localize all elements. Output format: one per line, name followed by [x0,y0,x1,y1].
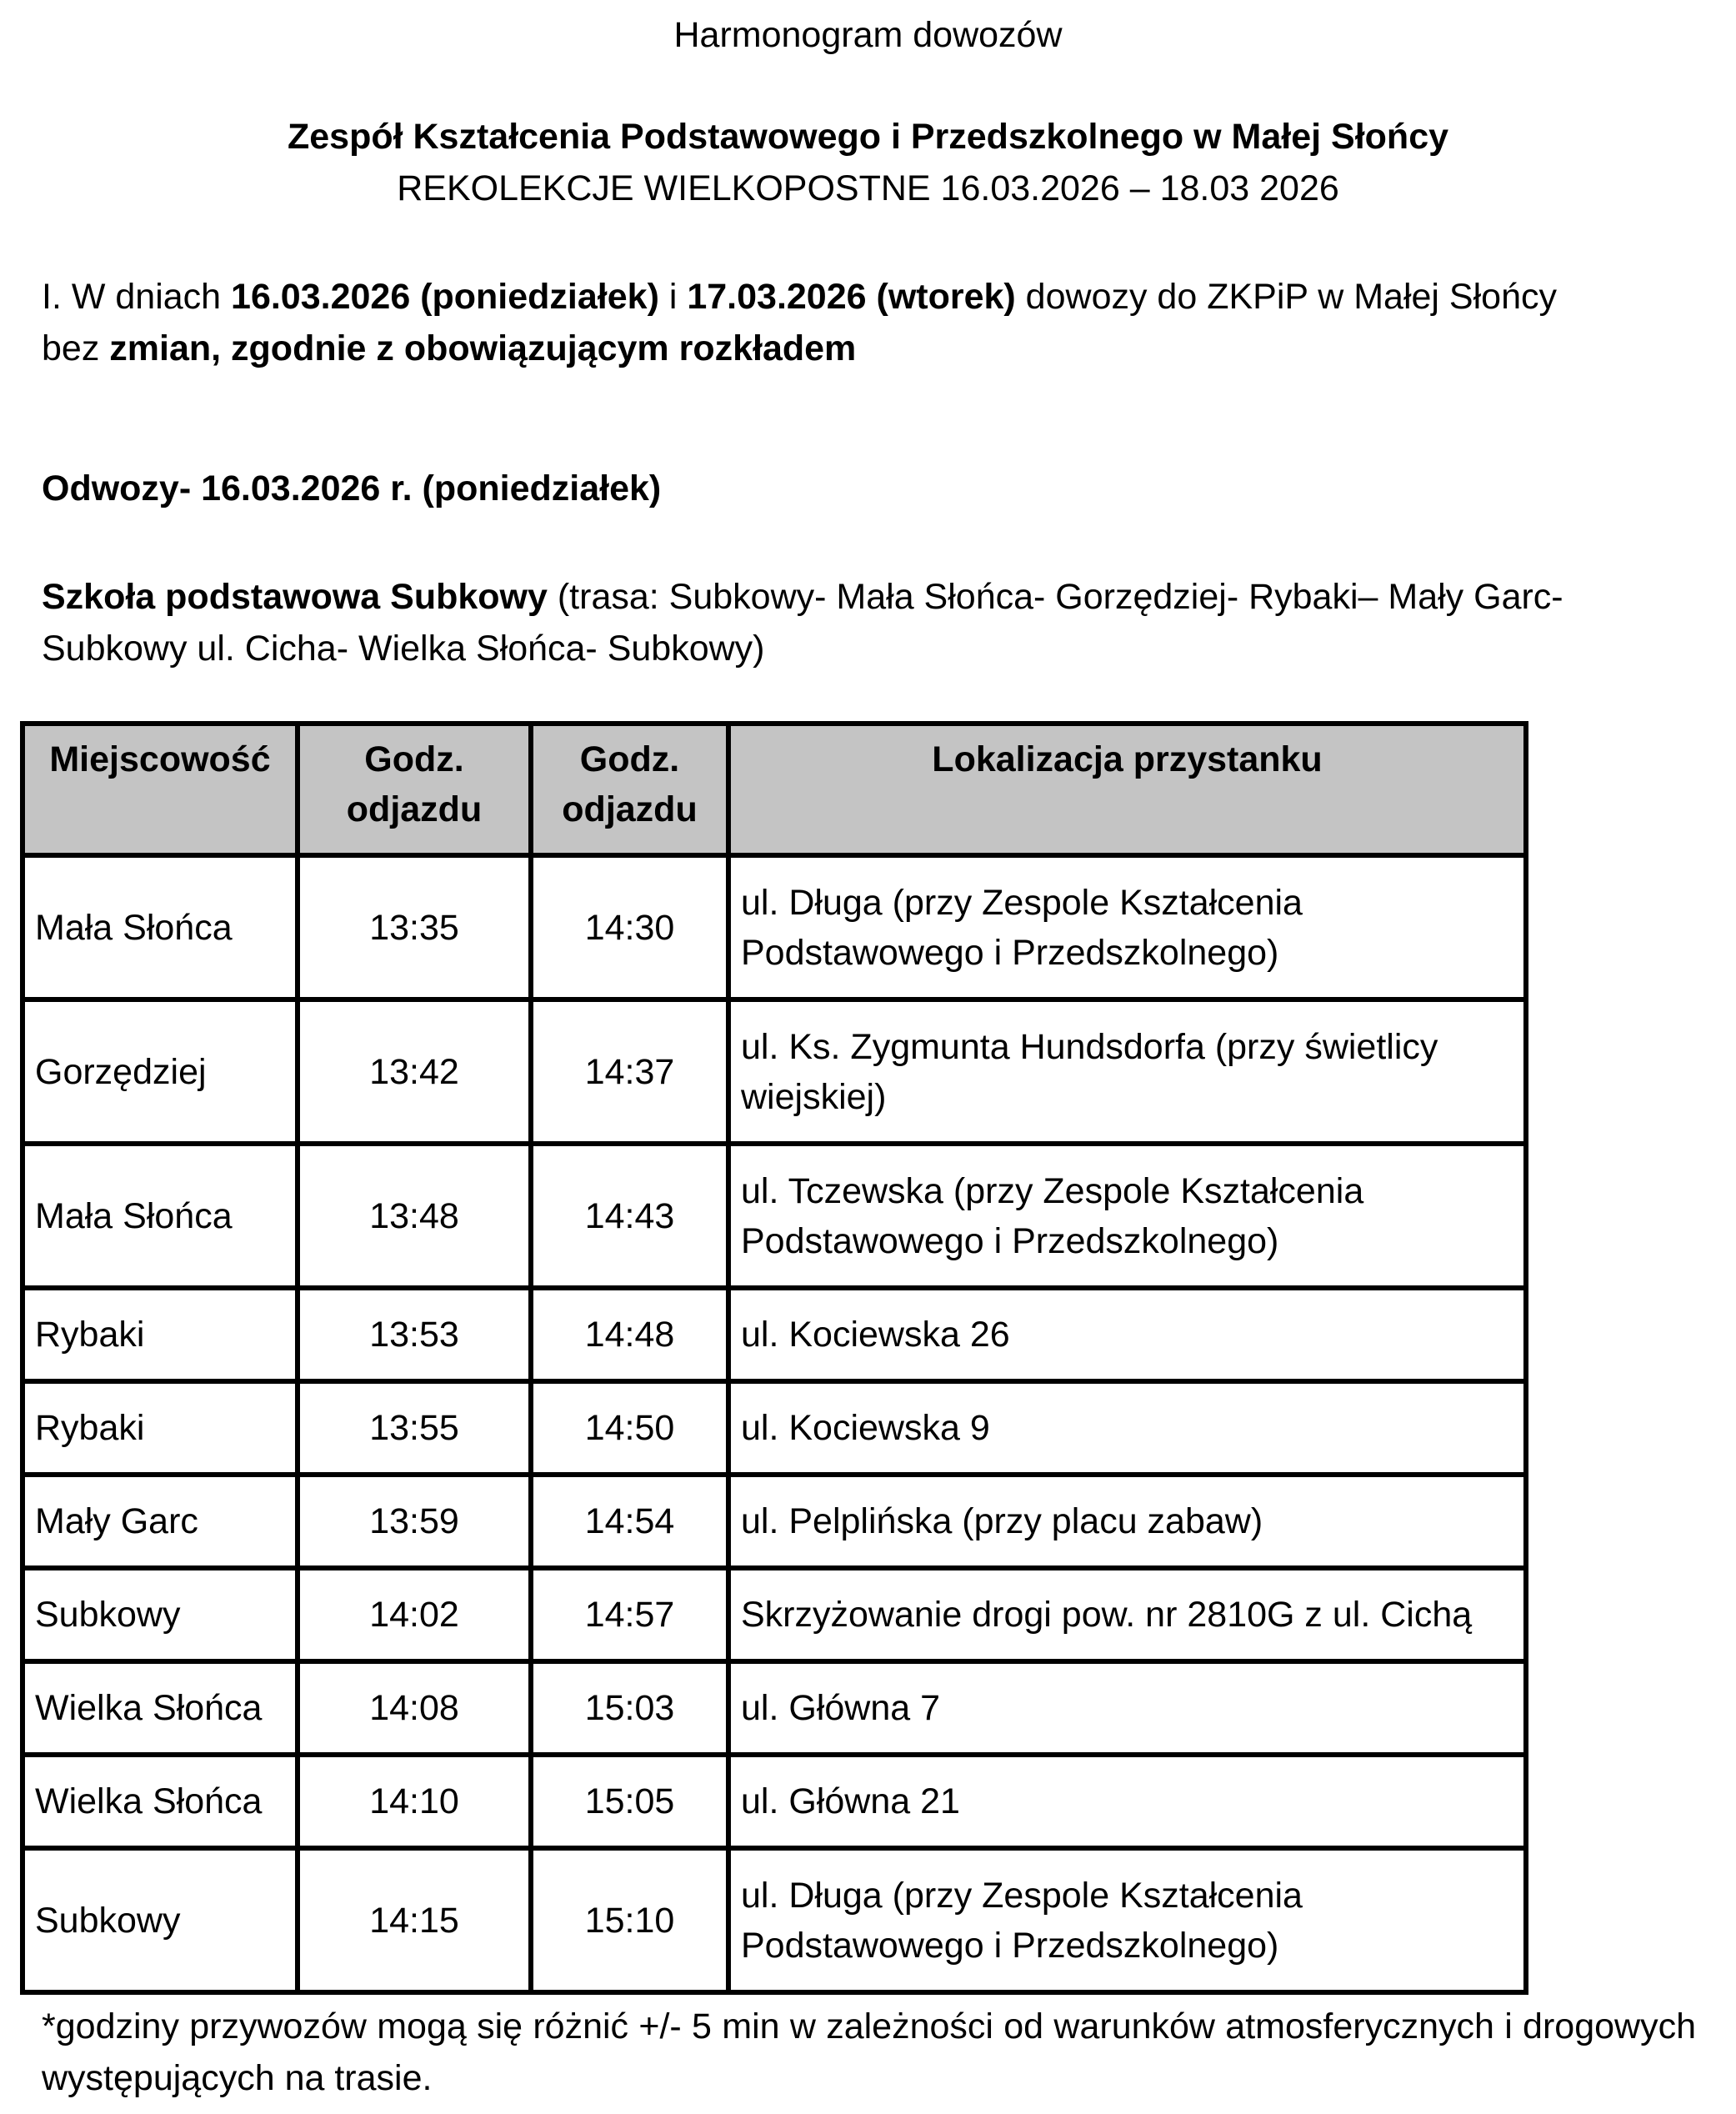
cell-location: ul. Kociewska 26 [728,1288,1526,1381]
intro-text: i [658,277,688,317]
cell-time-2: 14:30 [531,855,728,999]
header-place: Miejscowość [23,724,298,855]
route-line-1: (trasa: Subkowy- Mała Słońca- Gorzędziej- Rybaki– Mały Garc- [547,577,1563,617]
intro-text: bez [42,328,110,368]
cell-time-2: 14:48 [531,1288,728,1381]
header-departure-2: Godz. odjazdu [531,724,728,855]
intro-paragraph [42,271,1708,374]
table-row [23,1288,1526,1381]
cell-time-1: 14:08 [298,1661,531,1755]
table-row [23,855,1526,999]
footnote: *godziny przywozów mogą się różnić +/- 5 min w zależności od warunków atmosferycznych i drogowych występujących na trasie. [42,2006,1696,2098]
header-departure-1: Godz. odjazdu [298,724,531,855]
cell-location: ul. Główna 7 [728,1661,1526,1755]
table-row [23,1661,1526,1755]
cell-place: Subkowy [23,1848,298,1992]
cell-time-2: 15:10 [531,1848,728,1992]
cell-location: ul. Pelplińska (przy placu zabaw) [728,1475,1526,1568]
cell-time-2: 14:54 [531,1475,728,1568]
intro-date-1: 16.03.2026 (poniedziałek) [231,277,659,317]
cell-location: ul. Kociewska 9 [728,1381,1526,1475]
intro-date-2: 17.03.2026 (wtorek) [687,277,1016,317]
route-school: Szkoła podstawowa Subkowy [42,577,548,617]
table-row [23,1475,1526,1568]
cell-place: Mały Garc [23,1475,298,1568]
schedule-table [20,721,1528,1995]
cell-location: ul. Długa (przy Zespole Kształcenia Podstawowego i Przedszkolnego) [728,1848,1526,1992]
cell-time-1: 14:02 [298,1568,531,1661]
cell-time-2: 14:57 [531,1568,728,1661]
table-row [23,1381,1526,1475]
cell-location: ul. Główna 21 [728,1755,1526,1848]
cell-time-2: 15:05 [531,1755,728,1848]
cell-time-1: 13:55 [298,1381,531,1475]
school-name: Zespół Kształcenia Podstawowego i Przedszkolnego w Małej Słońcy [287,117,1449,157]
table-row [23,1755,1526,1848]
cell-location: ul. Tczewska (przy Zespole Kształcenia Podstawowego i Przedszkolnego) [728,1144,1526,1288]
cell-place: Mała Słońca [23,1144,298,1288]
cell-time-1: 14:10 [298,1755,531,1848]
document-title: Harmonogram dowozów [673,15,1063,55]
intro-text: I. W dniach [42,277,232,317]
header-location: Lokalizacja przystanku [728,724,1526,855]
cell-place: Mała Słońca [23,855,298,999]
intro-emphasis: zmian, zgodnie z obowiązującym rozkładem [109,328,857,368]
cell-place: Subkowy [23,1568,298,1661]
table-row [23,1568,1526,1661]
table-row [23,1144,1526,1288]
route-description [42,571,1708,674]
cell-time-1: 13:48 [298,1144,531,1288]
cell-time-2: 14:43 [531,1144,728,1288]
cell-location: ul. Długa (przy Zespole Kształcenia Podstawowego i Przedszkolnego) [728,855,1526,999]
route-line-2: Subkowy ul. Cicha- Wielka Słońca- Subkowy) [42,629,765,669]
cell-time-1: 13:53 [298,1288,531,1381]
table-header-row [23,724,1526,855]
cell-time-2: 14:50 [531,1381,728,1475]
cell-time-1: 13:59 [298,1475,531,1568]
cell-time-2: 14:37 [531,999,728,1144]
cell-place: Rybaki [23,1288,298,1381]
cell-place: Gorzędziej [23,999,298,1144]
cell-place: Wielka Słońca [23,1661,298,1755]
cell-time-1: 13:35 [298,855,531,999]
cell-time-1: 13:42 [298,999,531,1144]
cell-location: Skrzyżowanie drogi pow. nr 2810G z ul. Cichą [728,1568,1526,1661]
event-title: REKOLEKCJE WIELKOPOSTNE 16.03.2026 – 18.03 2026 [397,168,1339,208]
section-title: Odwozy- 16.03.2026 r. (poniedziałek) [42,468,662,508]
cell-place: Rybaki [23,1381,298,1475]
cell-time-2: 15:03 [531,1661,728,1755]
table-row [23,999,1526,1144]
intro-text: dowozy do ZKPiP w Małej Słońcy [1015,277,1557,317]
table-row [23,1848,1526,1992]
cell-time-1: 14:15 [298,1848,531,1992]
cell-location: ul. Ks. Zygmunta Hundsdorfa (przy świetlicy wiejskiej) [728,999,1526,1144]
cell-place: Wielka Słońca [23,1755,298,1848]
